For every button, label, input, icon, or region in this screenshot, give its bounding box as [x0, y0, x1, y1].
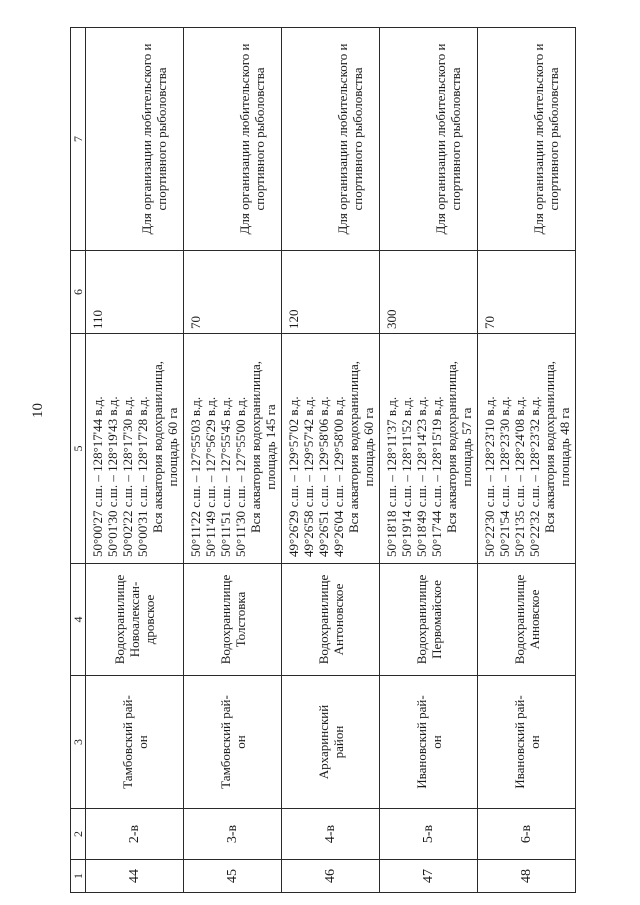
size-cell: 300: [380, 251, 478, 334]
district-line: Архаринский: [315, 704, 331, 780]
coordinates-cell: [282, 334, 380, 564]
district-cell: [282, 676, 380, 809]
coordinate-line: 50°21'35 с.ш. – 128°24'08 в.д.: [512, 396, 527, 557]
district-line: Тамбовский рай-: [217, 695, 233, 789]
district-line: он: [428, 735, 444, 749]
district-cell: [380, 676, 478, 809]
coordinate-line: 50°02'22 с.ш. – 128°17'30 в.д.: [120, 396, 135, 557]
site-code: 4-в: [282, 809, 380, 860]
district-line: Ивановский рай-: [511, 695, 527, 789]
area-description: Вся акватория водохранилища, площадь 60 га: [346, 361, 376, 533]
row-number: 48: [478, 860, 576, 893]
coordinate-line: 50°22'30 с.ш. – 128°23'10 в.д.: [482, 396, 497, 557]
size-cell: 120: [282, 251, 380, 334]
coordinate-line: 50°22'32 с.ш. – 128°23'32 в.д.: [527, 396, 542, 557]
col-header: 3: [71, 676, 86, 809]
coordinate-line: 50°19'14 с.ш. – 128°11'52 в.д.: [399, 396, 414, 557]
coordinate-line: 50°11'30 с.ш. – 127°55'00 в.д.: [233, 396, 248, 557]
district-line: он: [134, 735, 150, 749]
table-row: [380, 28, 478, 893]
site-code: 5-в: [380, 809, 478, 860]
district-cell: [86, 676, 184, 809]
coordinate-line: 50°17'44 с.ш. – 128°15'19 в.д.: [429, 396, 444, 557]
coordinate-line: 50°11'51 с.ш. – 127°55'45 в.д.: [218, 396, 233, 557]
reservoir-name-line: Первомайское: [428, 580, 444, 659]
table-row: [478, 28, 576, 893]
reservoir-name-line: Водохранилище: [511, 574, 527, 665]
table-row: [282, 28, 380, 893]
page-number: 10: [30, 403, 46, 418]
coordinate-line: 49°26'51 с.ш. – 129°58'06 в.д.: [316, 396, 331, 557]
reservoir-name-cell: [86, 564, 184, 676]
row-number: 47: [380, 860, 478, 893]
reservoir-name-line: Анновское: [526, 589, 542, 650]
reservoir-name-cell: [478, 564, 576, 676]
size-cell: 110: [86, 251, 184, 334]
table-row: [184, 28, 282, 893]
col-header: 2: [71, 809, 86, 860]
site-code: 6-в: [478, 809, 576, 860]
coordinate-line: 50°18'18 с.ш. – 128°11'37 в.д.: [384, 396, 399, 557]
coordinate-line: 49°26'58 с.ш. – 129°57'42 в.д.: [301, 396, 316, 557]
row-number: 46: [282, 860, 380, 893]
purpose-cell: Для организации любительского и спортивного рыболовства: [478, 28, 576, 251]
coordinates-cell: [478, 334, 576, 564]
table-row: [86, 28, 184, 893]
col-header: 1: [71, 860, 86, 893]
size-cell: 70: [478, 251, 576, 334]
reservoir-name-cell: [184, 564, 282, 676]
row-number: 44: [86, 860, 184, 893]
col-header: 7: [71, 28, 86, 251]
site-code: 2-в: [86, 809, 184, 860]
district-cell: [478, 676, 576, 809]
col-header: 4: [71, 564, 86, 676]
reservoir-name-line: Антоновское: [330, 583, 346, 656]
coordinate-line: 49°26'29 с.ш. – 129°57'02 в.д.: [286, 396, 301, 557]
coordinate-line: 50°00'27 с.ш. – 128°17'44 в.д.: [90, 396, 105, 557]
col-header: 6: [71, 251, 86, 334]
coordinate-line: 50°21'54 с.ш. – 128°23'30 в.д.: [497, 396, 512, 557]
coordinates-cell: [184, 334, 282, 564]
coordinates-cell: [380, 334, 478, 564]
area-description: Вся акватория водохранилища, площадь 145 га: [248, 361, 278, 533]
area-description: Вся акватория водохранилища, площадь 60 га: [150, 361, 180, 533]
header-row: [71, 28, 86, 893]
coordinates-cell: [86, 334, 184, 564]
reservoir-name-cell: [282, 564, 380, 676]
reservoir-name-line: Водохранилище: [315, 574, 331, 665]
purpose-cell: Для организации любительского и спортивного рыболовства: [184, 28, 282, 251]
reservoir-name-cell: [380, 564, 478, 676]
district-cell: [184, 676, 282, 809]
area-description: Вся акватория водохранилища, площадь 57 га: [444, 361, 474, 533]
row-number: 45: [184, 860, 282, 893]
coordinate-line: 50°11'22 с.ш. – 127°55'03 в.д.: [188, 396, 203, 557]
reservoir-name-line: Водохранилище: [217, 574, 233, 665]
coordinate-line: 50°00'31 с.ш. – 128°17'28 в.д.: [135, 396, 150, 557]
coordinate-line: 50°18'49 с.ш. – 128°14'23 в.д.: [414, 396, 429, 557]
purpose-cell: Для организации любительского и спортивного рыболовства: [380, 28, 478, 251]
reservoir-name-line: дровское: [142, 594, 157, 645]
site-code: 3-в: [184, 809, 282, 860]
purpose-cell: Для организации любительского и спортивного рыболовства: [282, 28, 380, 251]
purpose-cell: Для организации любительского и спортивного рыболовства: [86, 28, 184, 251]
size-cell: 70: [184, 251, 282, 334]
reservoir-name-line: Водохранилище: [112, 574, 127, 665]
reservoir-name-line: Новоалексан-: [127, 581, 142, 658]
district-line: он: [526, 735, 542, 749]
district-line: Тамбовский рай-: [119, 695, 135, 789]
area-description: Вся акватория водохранилища, площадь 48 га: [542, 361, 572, 533]
rotated-page: [70, 28, 576, 893]
coordinate-line: 50°01'30 с.ш. – 128°19'43 в.д.: [105, 396, 120, 557]
coordinate-line: 50°11'49 с.ш. – 127°56'29 в.д.: [203, 396, 218, 557]
reservoir-name-line: Толстовка: [232, 591, 248, 648]
district-line: район: [330, 725, 346, 759]
district-line: он: [232, 735, 248, 749]
district-line: Ивановский рай-: [413, 695, 429, 789]
col-header: 5: [71, 334, 86, 564]
sites-table: [70, 27, 576, 893]
reservoir-name-line: Водохранилище: [413, 574, 429, 665]
coordinate-line: 49°26'04 с.ш. – 129°58'00 в.д.: [331, 396, 346, 557]
